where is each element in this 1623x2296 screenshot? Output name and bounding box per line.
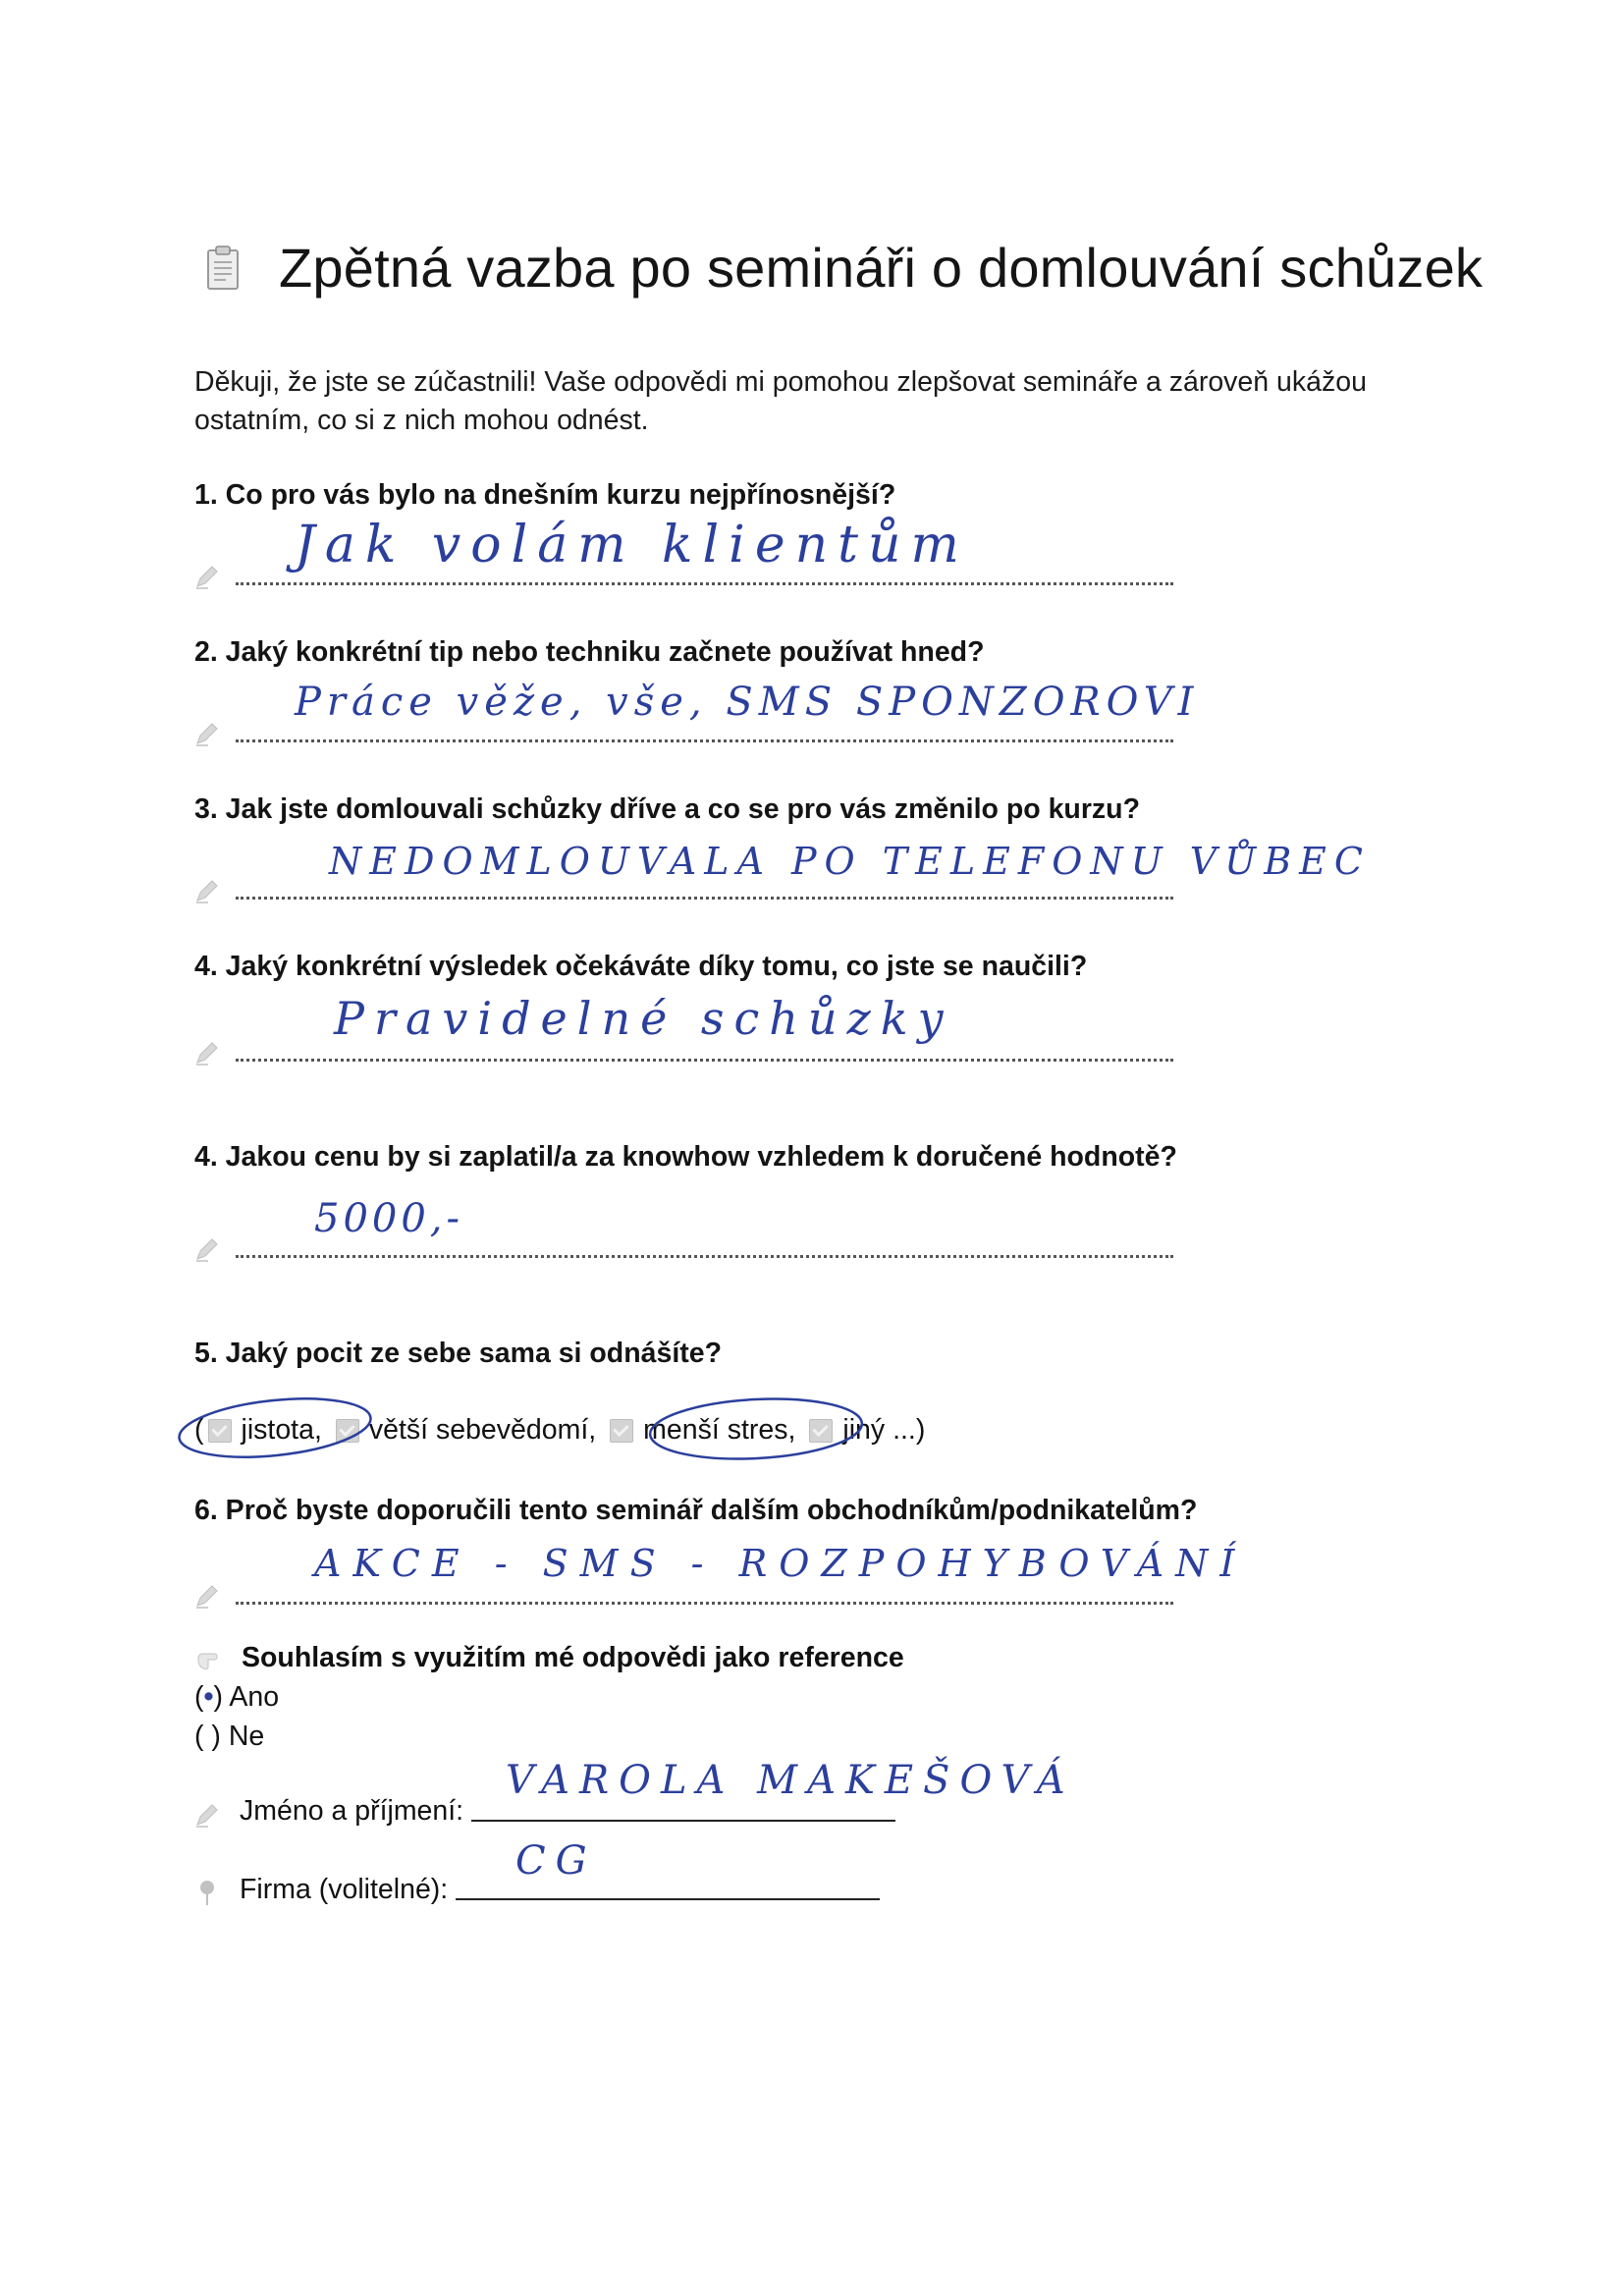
question-3: 3. Jak jste domlouvali schůzky dříve a co se pro vás změnilo po kurzu? (194, 793, 1140, 825)
question-feelings: 5. Jaký pocit ze sebe sama si odnášíte? (194, 1338, 722, 1369)
company-label: Firma (volitelné): (240, 1874, 449, 1905)
consent-heading (194, 1642, 904, 1674)
pencil-icon (194, 1236, 220, 1262)
intro-text: Děkuji, že jste se zúčastnili! Vaše odpovědi mi pomohou zlepšovat semináře a zároveň ukážou ostatním, co si z nich mohou odnést. (194, 366, 1367, 436)
option-jistota: jistota, (241, 1414, 322, 1446)
answer-line (236, 739, 1173, 742)
name-underline (471, 1820, 895, 1822)
radio-yes-mark: • (203, 1681, 214, 1713)
answer-line (236, 897, 1173, 900)
answer-3-handwriting: NEDOMLOUVALA PO TELEFONU VŮBEC (329, 840, 1371, 883)
answer-1-handwriting: Jak volám klientům (295, 516, 969, 574)
hand-pointer-icon (194, 1645, 222, 1672)
radio-yes[interactable]: (•) Ano (194, 1681, 280, 1713)
answer-6-handwriting: AKCE - SMS - ROZPOHYBOVÁNÍ (314, 1542, 1247, 1585)
option-sebevedomi: větší sebevědomí, (368, 1414, 597, 1446)
question-2: 2. Jaký konkrétní tip nebo techniku začnete používat hned? (194, 636, 985, 668)
answer-line (236, 1255, 1173, 1258)
pencil-icon (194, 1802, 220, 1828)
pencil-icon (194, 878, 220, 903)
answer-line (236, 1059, 1173, 1062)
radio-no-label: Ne (228, 1721, 265, 1752)
handdrawn-circles (167, 1385, 874, 1473)
pin-icon (194, 1879, 220, 1906)
company-underline (456, 1898, 880, 1900)
pencil-icon (194, 721, 220, 746)
page-title: Zpětná vazba po semináři o domlouvání schůzek (279, 237, 1484, 299)
answer-price-handwriting: 5000,- (314, 1196, 464, 1241)
pencil-icon (194, 1040, 220, 1066)
question-1: 1. Co pro vás bylo na dnešním kurzu nejpřínosnější? (194, 479, 896, 511)
answer-line (236, 582, 1173, 585)
clipboard-icon (206, 246, 240, 291)
answer-2-handwriting: Práce věže, vše, SMS SPONZOROVI (295, 680, 1200, 725)
open-paren: ( (194, 1414, 204, 1446)
company-handwriting: CG (515, 1838, 597, 1884)
name-handwriting: VAROLA MAKEŠOVÁ (506, 1758, 1075, 1803)
radio-yes-label: Ano (229, 1681, 280, 1713)
option-mensi-stres: menší stres, (643, 1414, 796, 1446)
header (206, 236, 1483, 300)
consent-title: Souhlasím s využitím mé odpovědi jako reference (242, 1642, 904, 1673)
pencil-icon (194, 1583, 220, 1609)
option-jiny: jiný ...) (842, 1414, 926, 1446)
pencil-icon (194, 564, 220, 589)
radio-no[interactable]: ( ) Ne (194, 1721, 265, 1752)
answer-line (236, 1602, 1173, 1605)
answer-4-handwriting: Pravidelné schůzky (334, 992, 953, 1045)
name-label: Jméno a příjmení: (240, 1795, 464, 1827)
question-5-price: 4. Jakou cenu by si zaplatil/a za knowhow vzhledem k doručené hodnotě? (194, 1141, 1177, 1173)
question-4: 4. Jaký konkrétní výsledek očekáváte díky tomu, co jste se naučili? (194, 951, 1088, 982)
question-6: 6. Proč byste doporučili tento seminář dalším obchodníkům/podnikatelům? (194, 1495, 1198, 1526)
